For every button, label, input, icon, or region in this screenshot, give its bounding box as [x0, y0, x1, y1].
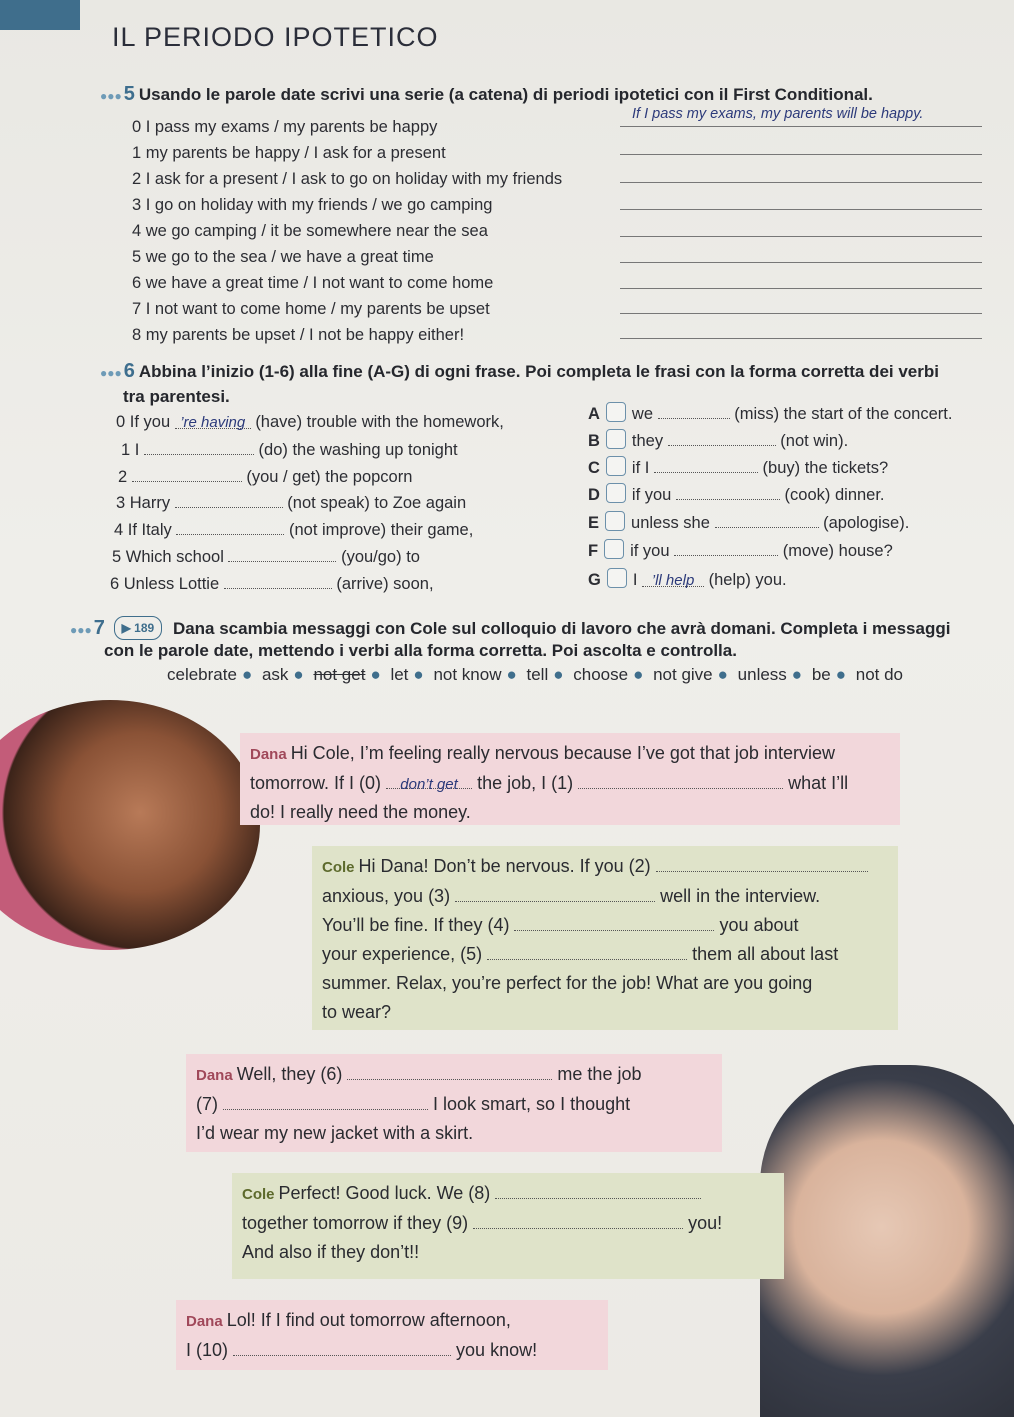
ex7-answer-1[interactable] — [578, 770, 783, 789]
word-bank: celebrate ● ask ● not get ● let ● not know ● tell ● choose ● not give ● unless ● be ● not do — [167, 665, 904, 684]
message-cole-1: Cole Hi Dana! Don’t be nervous. If you (2) anxious, you (3) well in the interview. You’ll be fine. If they (4) you about your experience, (5) them all about last summer. Relax, you’re perfect for the job! What are you going to wear? — [312, 846, 898, 1030]
ex5-instruction: ●●● 5 Usando le parole date scrivi una serie (a catena) di periodi ipotetici con il First Conditional. — [100, 83, 873, 105]
photo-dana — [0, 700, 260, 950]
ex5-answer-line-3[interactable] — [620, 209, 982, 210]
match-box-C[interactable] — [606, 456, 626, 476]
ex5-answer-line-4[interactable] — [620, 236, 982, 237]
ex6-right-E: E unless she (apologise). — [588, 511, 909, 533]
ex6-left-2: 2 (you / get) the popcorn — [118, 468, 413, 486]
ex5-item-0: 0 I pass my exams / my parents be happy — [132, 118, 438, 136]
ex6-answer-0[interactable]: ’re having — [175, 414, 251, 429]
ex7-answer-6[interactable] — [347, 1061, 552, 1080]
photo-cole — [760, 1065, 1014, 1417]
message-cole-2: Cole Perfect! Good luck. We (8) together tomorrow if they (9) you! And also if they don’t!! — [232, 1173, 784, 1279]
audio-track-icon[interactable]: ▶ 189 — [114, 616, 163, 640]
ex6-answer-C[interactable] — [654, 458, 758, 473]
ex6-left-4: 4 If Italy (not improve) their game, — [114, 521, 474, 539]
ex5-answer-line-5[interactable] — [620, 262, 982, 263]
match-box-D[interactable] — [606, 483, 626, 503]
message-dana-2: Dana Well, they (6) me the job (7) I look smart, so I thought I’d wear my new jacket with a skirt. — [186, 1054, 722, 1152]
ex5-item-7: 7 I not want to come home / my parents be upset — [132, 300, 490, 318]
ex6-left-6: 6 Unless Lottie (arrive) soon, — [110, 575, 434, 593]
ex7-answer-4[interactable] — [514, 912, 714, 931]
ex6-right-B: B they (not win). — [588, 429, 848, 451]
ex5-example-answer: If I pass my exams, my parents will be happy. — [632, 106, 924, 122]
ex6-answer-E[interactable] — [715, 513, 819, 528]
ex7-answer-10[interactable] — [233, 1337, 451, 1356]
message-dana-3: Dana Lol! If I find out tomorrow afternoon, I (10) you know! — [176, 1300, 608, 1370]
ex6-left-0: 0 If you ’re having (have) trouble with the homework, — [116, 413, 504, 431]
ex6-answer-2[interactable] — [132, 467, 242, 482]
ex7-answer-8[interactable] — [495, 1180, 701, 1199]
header-color-band — [0, 0, 80, 30]
ex6-right-A: A we (miss) the start of the concert. — [588, 402, 952, 424]
ex5-item-8: 8 my parents be upset / I not be happy either! — [132, 326, 465, 344]
ex5-item-6: 6 we have a great time / I not want to come home — [132, 274, 494, 292]
ex6-number: 6 — [123, 360, 135, 382]
match-box-F[interactable] — [604, 539, 624, 559]
ex6-answer-4[interactable] — [176, 520, 284, 535]
ex6-answer-6[interactable] — [224, 574, 332, 589]
ex5-item-4: 4 we go camping / it be somewhere near the sea — [132, 222, 488, 240]
ex5-answer-line-8[interactable] — [620, 338, 982, 339]
ex5-answer-line-7[interactable] — [620, 313, 982, 314]
match-box-E[interactable] — [605, 511, 625, 531]
ex5-item-1: 1 my parents be happy / I ask for a present — [132, 144, 446, 162]
ex5-item-3: 3 I go on holiday with my friends / we go camping — [132, 196, 493, 214]
difficulty-dots-icon: ●●● — [100, 89, 122, 103]
ex5-item-2: 2 I ask for a present / I ask to go on holiday with my friends — [132, 170, 563, 188]
difficulty-dots-icon: ●●● — [100, 366, 122, 380]
ex7-instruction-line2: con le parole date, mettendo i verbi alla forma corretta. Poi ascolta e controlla. — [104, 641, 737, 660]
ex6-left-1: 1 I (do) the washing up tonight — [121, 441, 458, 459]
ex7-answer-3[interactable] — [455, 883, 655, 902]
ex5-answer-line-6[interactable] — [620, 288, 982, 289]
ex5-answer-line-2[interactable] — [620, 182, 982, 183]
ex6-right-F: F if you (move) house? — [588, 539, 893, 561]
ex6-left-5: 5 Which school (you/go) to — [112, 548, 420, 566]
ex6-answer-D[interactable] — [676, 485, 780, 500]
ex6-answer-A[interactable] — [658, 404, 730, 419]
ex7-answer-5[interactable] — [487, 941, 687, 960]
ex7-number: 7 — [93, 617, 105, 639]
ex5-answer-line-1[interactable] — [620, 154, 982, 155]
ex7-instruction: ●●● 7 ▶ 189 Dana scambia messaggi con Cole sul colloquio di lavoro che avrà domani. Completa i messaggi — [70, 617, 951, 639]
ex5-answer-line-0[interactable] — [620, 126, 982, 127]
ex5-item-5: 5 we go to the sea / we have a great time — [132, 248, 434, 266]
ex6-answer-B[interactable] — [668, 431, 776, 446]
ex6-instruction-line2: tra parentesi. — [123, 387, 230, 406]
ex7-answer-2[interactable] — [656, 853, 868, 872]
match-box-A[interactable] — [606, 402, 626, 422]
ex6-answer-G[interactable]: ’ll help — [642, 572, 704, 587]
ex6-answer-F[interactable] — [674, 541, 778, 556]
ex6-right-C: C if I (buy) the tickets? — [588, 456, 888, 478]
ex6-answer-3[interactable] — [175, 493, 283, 508]
ex6-right-G: G I ’ll help (help) you. — [588, 568, 787, 590]
page-title: IL PERIODO IPOTETICO — [112, 22, 439, 52]
difficulty-dots-icon: ●●● — [70, 623, 92, 637]
ex6-answer-5[interactable] — [228, 547, 336, 562]
ex7-answer-9[interactable] — [473, 1210, 683, 1229]
match-box-G[interactable] — [607, 568, 627, 588]
ex6-answer-1[interactable] — [144, 440, 254, 455]
ex5-number: 5 — [123, 83, 135, 105]
message-dana-1: Dana Hi Cole, I’m feeling really nervous because I’ve got that job interview tomorrow. If I (0) don’t get the job, I (1) what I’ll do! I really need the money. — [240, 733, 900, 825]
ex6-right-D: D if you (cook) dinner. — [588, 483, 885, 505]
ex6-instruction: ●●● 6 Abbina l’inizio (1-6) alla fine (A-G) di ogni frase. Poi completa le frasi con la forma corretta dei verbi — [100, 360, 939, 382]
ex7-answer-0[interactable]: don’t get — [386, 770, 472, 789]
ex7-answer-7[interactable] — [223, 1091, 428, 1110]
ex6-left-3: 3 Harry (not speak) to Zoe again — [116, 494, 467, 512]
match-box-B[interactable] — [606, 429, 626, 449]
